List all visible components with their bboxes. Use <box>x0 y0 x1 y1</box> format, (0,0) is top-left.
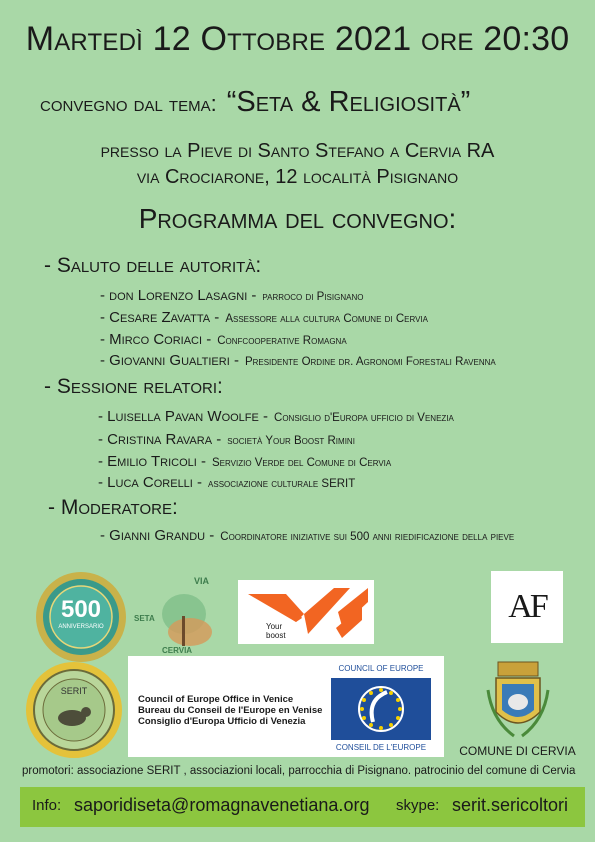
speaker-name: - Giovanni Gualtieri - <box>100 352 239 369</box>
coe-office-line: Council of Europe Office in Venice <box>138 694 294 705</box>
speaker-name: - Gianni Grandu - <box>100 527 215 544</box>
info-label: Info: <box>32 797 62 814</box>
speaker-name: - Cesare Zavatta - <box>100 309 220 326</box>
serit-logo <box>24 660 124 760</box>
section-title-moderator: - Moderatore: <box>48 496 178 519</box>
yourboost-logo <box>238 580 374 644</box>
topic-title: “Seta & Religiosità” <box>226 86 471 118</box>
comune-di-cervia-crest <box>486 660 550 740</box>
speaker-name: - Mirco Coriaci - <box>100 331 212 348</box>
promoters-text: promotori: associazione SERIT , associazioni locali, parrocchia di Pisignano. patrocinio del comune di Cervia <box>22 765 576 777</box>
speaker-role: associazione culturale SERIT <box>208 478 356 490</box>
speaker-role: Servizio Verde del Comune di Cervia <box>212 457 392 469</box>
section-title-greetings: - Saluto delle autorità: <box>44 254 262 277</box>
list-item <box>98 408 454 425</box>
coe-top-text: COUNCIL OF EUROPE <box>338 664 424 673</box>
list-item <box>100 527 514 544</box>
speaker-name: - Emilio Tricoli - <box>98 453 207 470</box>
af-text: AF <box>508 588 546 625</box>
list-item <box>100 331 347 348</box>
coe-bottom-text: CONSEIL DE L'EUROPE <box>335 743 427 752</box>
speaker-role: parroco di Pisignano <box>262 291 364 303</box>
anniversary-number: 500 <box>60 596 102 623</box>
af-logo <box>491 571 563 643</box>
venue-line-2: via Crociarone, 12 località Pisignano <box>136 166 459 188</box>
yourboost-text: Your boost <box>266 622 286 640</box>
list-item <box>100 287 363 304</box>
speaker-role: Confcooperative Romagna <box>217 335 347 347</box>
coe-office-line: Consiglio d'Europa Ufficio di Venezia <box>138 716 306 727</box>
anniversary-500-logo <box>34 570 128 664</box>
list-item <box>98 453 391 470</box>
council-of-europe-banner <box>128 656 444 757</box>
list-item <box>100 309 428 326</box>
list-item <box>98 474 355 491</box>
info-footer-bar <box>20 787 585 827</box>
venue-line-1: presso la Pieve di Santo Stefano a Cervia RA <box>100 140 495 162</box>
serit-text: SERIT <box>60 686 88 696</box>
cervia-text: CERVIA <box>162 646 193 655</box>
speaker-name: - Luca Corelli - <box>98 474 203 491</box>
speaker-name: - Luisella Pavan Woolfe - <box>98 408 269 425</box>
skype-label: skype: <box>396 797 440 814</box>
speaker-role: Coordinatore iniziative sui 500 anni riedificazione della pieve <box>220 531 515 543</box>
section-title-speakers: - Sessione relatori: <box>44 375 223 398</box>
topic-line <box>40 86 470 119</box>
skype-handle[interactable]: serit.sericoltori <box>452 795 569 815</box>
email-link[interactable]: saporidiseta@romagnavenetiana.org <box>74 795 370 815</box>
topic-label: convegno dal tema: <box>40 91 217 116</box>
via-seta-cervia-logo <box>132 572 224 660</box>
program-title: Programma del convegno: <box>138 203 457 234</box>
speaker-name: - Cristina Ravara - <box>98 431 222 448</box>
list-item <box>100 352 496 369</box>
event-date: Martedì 12 Ottobre 2021 ore 20:30 <box>25 20 570 58</box>
speaker-name: - don Lorenzo Lasagni - <box>100 287 257 304</box>
speaker-role: società Your Boost Rimini <box>227 435 355 447</box>
coe-office-text <box>138 694 322 727</box>
anniversary-text: ANNIVERSARIO <box>58 624 104 630</box>
speaker-role: Presidente Ordine dr. Agronomi Forestali Ravenna <box>244 356 496 368</box>
coe-flag <box>331 678 431 740</box>
seta-text: SETA <box>134 614 155 623</box>
speaker-role: Consiglio d'Europa ufficio di Venezia <box>274 412 454 424</box>
list-item <box>98 431 355 448</box>
coe-office-line: Bureau du Conseil de l'Europe en Venise <box>138 705 323 716</box>
via-text: VIA <box>194 576 210 586</box>
speaker-role: Assessore alla cultura Comune di Cervia <box>225 313 428 325</box>
comune-label: COMUNE DI CERVIA <box>459 744 576 758</box>
